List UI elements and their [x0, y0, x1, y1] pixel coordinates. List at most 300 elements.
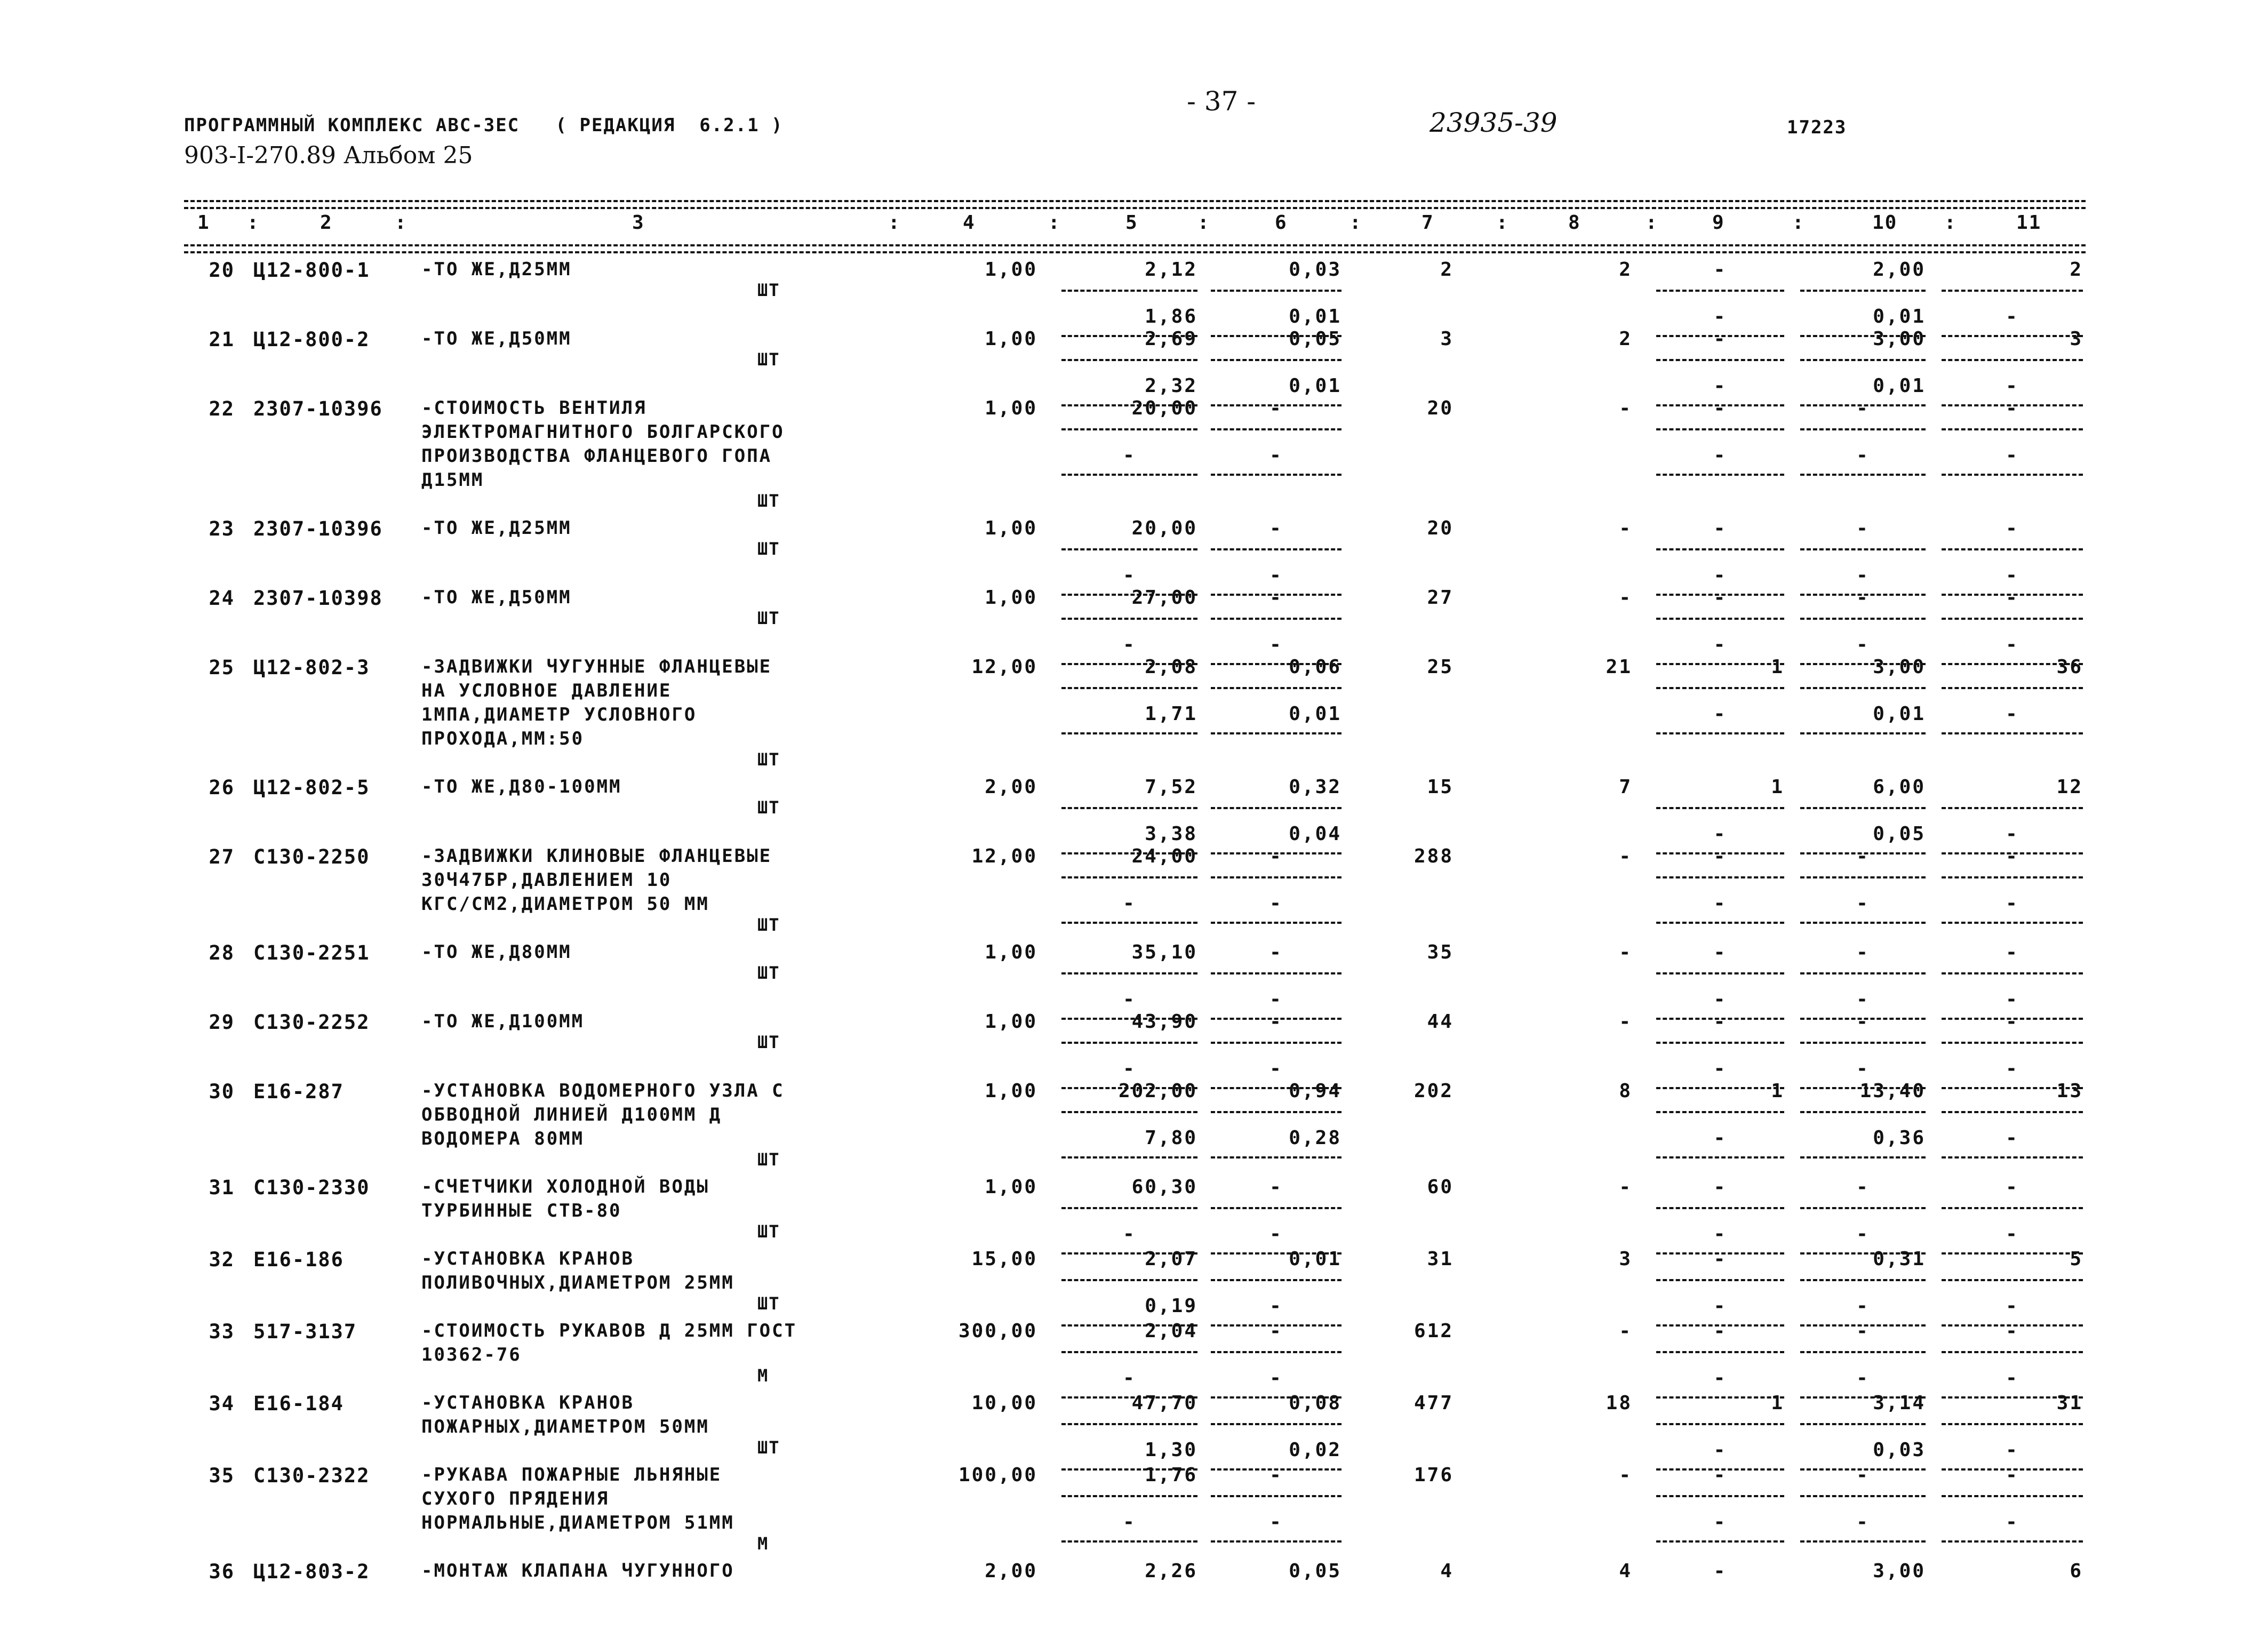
cell-rule-c6 [1211, 1351, 1341, 1353]
cell-col4: 1,00 [985, 1080, 1037, 1102]
program-header: ПРОГРАММНЫЙ КОМПЛЕКС АВС-3ЕС ( РЕДАКЦИЯ 6.2.1 ) [184, 115, 784, 136]
cell-c5: 2,12 [1145, 259, 1197, 281]
cell-c6: 0,08 [1289, 1392, 1341, 1414]
cell-c6: - [1269, 941, 1283, 963]
row-number: 33 [209, 1320, 235, 1343]
row-description: ТУРБИННЫЕ СТВ-80 [421, 1200, 622, 1221]
cell-c6: - [1269, 892, 1283, 914]
cell-rule-c10-lower [1800, 474, 1926, 476]
cell-col7: 288 [1413, 845, 1454, 867]
cell-c10: - [1856, 587, 1870, 609]
cell-c9: 1 [1771, 776, 1784, 798]
cell-rule-c6 [1211, 1279, 1341, 1281]
row-unit: ШТ [757, 349, 780, 370]
row-unit: ШТ [757, 1149, 780, 1170]
row-number: 23 [209, 517, 235, 540]
cell-col8: - [1619, 1320, 1632, 1342]
cell-rule-c6-lower [1211, 732, 1341, 734]
column-header-11: 11 [2016, 212, 2042, 234]
cell-rule-c10-lower [1800, 732, 1926, 734]
row-description: -СЧЕТЧИКИ ХОЛОДНОЙ ВОДЫ [421, 1176, 709, 1197]
row-number: 31 [209, 1176, 235, 1199]
cell-col4: 1,00 [985, 397, 1037, 419]
cell-col4: 2,00 [985, 1560, 1037, 1582]
row-description: ПРОИЗВОДСТВА ФЛАНЦЕВОГО ГОПА [421, 445, 772, 467]
cell-c5: - [1123, 1511, 1136, 1533]
column-separator: : [247, 212, 260, 234]
cell-rule-c6 [1211, 972, 1341, 974]
row-description: -ТО ЖЕ,Д25ММ [421, 259, 572, 280]
column-header-4: 4 [963, 212, 976, 234]
row-unit: ШТ [757, 1293, 780, 1314]
cell-col8: - [1619, 397, 1632, 419]
cell-c9: - [1713, 306, 1727, 327]
column-header-2: 2 [320, 212, 333, 234]
cell-col4: 100,00 [958, 1464, 1037, 1486]
cell-c11: - [2006, 587, 2019, 609]
cell-c6: - [1269, 1320, 1283, 1342]
cell-rule-c5-lower [1061, 1540, 1197, 1543]
cell-c9: - [1713, 1176, 1727, 1198]
cell-col4: 1,00 [985, 1011, 1037, 1033]
row-description: 10362-76 [421, 1344, 522, 1365]
album-title: 903-I-270.89 Альбом 25 [184, 142, 473, 169]
cell-c9: - [1713, 1511, 1727, 1533]
cell-col4: 1,00 [985, 517, 1037, 539]
row-number: 36 [209, 1560, 235, 1583]
row-unit: ШТ [757, 749, 780, 770]
cell-rule-c6 [1211, 1423, 1341, 1425]
cell-col4: 15,00 [971, 1248, 1037, 1270]
cell-c6: - [1269, 1058, 1283, 1080]
cell-rule-c5 [1061, 1207, 1197, 1209]
cell-c11: 13 [2056, 1080, 2083, 1102]
row-number: 20 [209, 259, 235, 282]
cell-rule-c6 [1211, 1042, 1341, 1044]
cell-col7: 202 [1413, 1080, 1454, 1102]
cell-rule-c10 [1800, 428, 1926, 430]
cell-c9: - [1713, 517, 1727, 539]
cell-c9: - [1713, 397, 1727, 419]
cell-c10: 0,01 [1873, 306, 1926, 327]
row-number: 35 [209, 1464, 235, 1487]
cell-c6: 0,01 [1289, 1248, 1341, 1270]
row-unit: ШТ [757, 797, 780, 818]
cell-rule-c6 [1211, 807, 1341, 809]
cell-c11: 3 [2070, 328, 2083, 350]
row-unit: М [757, 1365, 769, 1386]
row-number: 29 [209, 1011, 235, 1034]
cell-c10: - [1856, 634, 1870, 656]
cell-col8: 8 [1619, 1080, 1632, 1102]
cell-c11: - [2006, 1127, 2019, 1149]
cell-rule-c5 [1061, 1042, 1197, 1044]
row-unit: ШТ [757, 539, 780, 559]
cell-rule-c5-lower [1061, 1156, 1197, 1158]
cell-c10: - [1856, 1223, 1870, 1245]
cell-c11: 12 [2056, 776, 2083, 798]
cell-col8: - [1619, 1464, 1632, 1486]
cell-rule-c10-lower [1800, 1540, 1926, 1543]
row-code: 2307-10396 [253, 397, 383, 420]
cell-c11: - [2006, 375, 2019, 397]
cell-rule-c6 [1211, 1207, 1341, 1209]
cell-c9: - [1713, 1248, 1727, 1270]
cell-rule-c10 [1800, 618, 1926, 620]
cell-c6: 0,04 [1289, 823, 1341, 845]
cell-c9: - [1713, 1295, 1727, 1317]
cell-c5: - [1123, 988, 1136, 1010]
cell-rule-c11 [1942, 1351, 2083, 1353]
cell-c5: 2,26 [1145, 1560, 1197, 1582]
cell-col4: 1,00 [985, 328, 1037, 350]
cell-c10: - [1856, 988, 1870, 1010]
cell-rule-c6-lower [1211, 474, 1341, 476]
row-description: -СТОИМОСТЬ РУКАВОВ Д 25ММ ГОСТ [421, 1320, 797, 1341]
document-number: 23935-39 [1430, 107, 1558, 138]
cell-c5: 43,90 [1131, 1011, 1197, 1033]
cell-c5: 2,32 [1145, 375, 1197, 397]
cell-c5: 1,71 [1145, 703, 1197, 725]
cell-c6: 0,03 [1289, 259, 1341, 281]
cell-c11: - [2006, 1439, 2019, 1461]
cell-c6: 0,01 [1289, 306, 1341, 327]
cell-rule-c11 [1942, 1423, 2083, 1425]
cell-c6: 0,28 [1289, 1127, 1341, 1149]
cell-c9: - [1713, 1439, 1727, 1461]
cell-rule-c6 [1211, 428, 1341, 430]
cell-c5: 20,00 [1131, 397, 1197, 419]
cell-c11: - [2006, 634, 2019, 656]
cell-c9: - [1713, 703, 1727, 725]
cell-c11: - [2006, 845, 2019, 867]
cell-c10: 6,00 [1873, 776, 1926, 798]
cell-c11: 5 [2070, 1248, 2083, 1270]
row-description: -УСТАНОВКА КРАНОВ [421, 1248, 634, 1269]
row-description: -ТО ЖЕ,Д80ММ [421, 941, 572, 963]
cell-c9: - [1713, 988, 1727, 1010]
cell-rule-c11 [1942, 1495, 2083, 1497]
row-number: 24 [209, 587, 235, 610]
cell-rule-c11 [1942, 876, 2083, 878]
cell-c10: 0,05 [1873, 823, 1926, 845]
page-number: - 37 - [1187, 86, 1256, 117]
cell-rule-c9 [1656, 1042, 1784, 1044]
row-code: 2307-10396 [253, 517, 383, 540]
cell-c11: - [2006, 703, 2019, 725]
cell-c5: - [1123, 1223, 1136, 1245]
row-unit: ШТ [757, 1437, 780, 1458]
cell-col7: 20 [1427, 397, 1454, 419]
cell-c6: - [1269, 845, 1283, 867]
cell-rule-c10-lower [1800, 1156, 1926, 1158]
cell-c5: 35,10 [1131, 941, 1197, 963]
document-code: 17223 [1787, 117, 1847, 138]
cell-c10: - [1856, 892, 1870, 914]
cell-c10: - [1856, 1176, 1870, 1198]
cell-c5: 7,52 [1145, 776, 1197, 798]
column-separator: : [1792, 212, 1805, 234]
row-number: 28 [209, 941, 235, 964]
cell-rule-c10 [1800, 1423, 1926, 1425]
cell-rule-c11 [1942, 548, 2083, 550]
cell-c11: - [2006, 1367, 2019, 1389]
row-code: Е16-287 [253, 1080, 344, 1103]
cell-rule-c5 [1061, 359, 1197, 361]
cell-c6: - [1269, 1295, 1283, 1317]
header-top-rule [184, 200, 2086, 202]
cell-col7: 60 [1427, 1176, 1454, 1198]
cell-rule-c9 [1656, 876, 1784, 878]
row-number: 21 [209, 328, 235, 351]
row-description: НОРМАЛЬНЫЕ,ДИАМЕТРОМ 51ММ [421, 1512, 734, 1533]
cell-col7: 25 [1427, 656, 1454, 678]
cell-rule-c10 [1800, 1351, 1926, 1353]
row-description: -СТОИМОСТЬ ВЕНТИЛЯ [421, 397, 647, 419]
cell-col7: 31 [1427, 1248, 1454, 1270]
cell-c9: - [1713, 941, 1727, 963]
row-number: 26 [209, 776, 235, 799]
cell-c11: - [2006, 823, 2019, 845]
cell-rule-c5 [1061, 1423, 1197, 1425]
cell-c5: 2,08 [1145, 656, 1197, 678]
cell-rule-c6-lower [1211, 1540, 1341, 1543]
row-description: -УСТАНОВКА ВОДОМЕРНОГО УЗЛА С [421, 1080, 785, 1101]
cell-c9: 1 [1771, 1080, 1784, 1102]
cell-c11: - [2006, 1464, 2019, 1486]
cell-c11: - [2006, 1320, 2019, 1342]
cell-c6: 0,06 [1289, 656, 1341, 678]
cell-col8: 21 [1606, 656, 1632, 678]
column-header-9: 9 [1712, 212, 1725, 234]
row-number: 30 [209, 1080, 235, 1103]
cell-rule-c6 [1211, 618, 1341, 620]
row-number: 25 [209, 656, 235, 679]
cell-rule-c11 [1942, 428, 2083, 430]
cell-c10: - [1856, 941, 1870, 963]
cell-c10: - [1856, 397, 1870, 419]
cell-c11: - [2006, 1223, 2019, 1245]
cell-c11: 36 [2056, 656, 2083, 678]
row-unit: ШТ [757, 1032, 780, 1052]
cell-c5: 3,38 [1145, 823, 1197, 845]
column-header-1: 1 [197, 212, 210, 234]
cell-c10: 3,00 [1873, 656, 1926, 678]
row-number: 34 [209, 1392, 235, 1415]
cell-c9: - [1713, 1464, 1727, 1486]
cell-c5: - [1123, 1058, 1136, 1080]
cell-c10: 0,03 [1873, 1439, 1926, 1461]
cell-col8: 2 [1619, 328, 1632, 350]
cell-c9: - [1713, 892, 1727, 914]
cell-c5: 2,69 [1145, 328, 1197, 350]
row-unit: ШТ [757, 491, 780, 511]
cell-c10: - [1856, 564, 1870, 586]
cell-c6: - [1269, 1511, 1283, 1533]
cell-rule-c10 [1800, 1207, 1926, 1209]
cell-c5: 27,00 [1131, 587, 1197, 609]
header-top-rule-2 [184, 207, 2086, 209]
cell-c10: 2,00 [1873, 259, 1926, 281]
cell-rule-c9 [1656, 359, 1784, 361]
cell-c9: - [1713, 823, 1727, 845]
cell-c6: 0,05 [1289, 1560, 1341, 1582]
cell-c9: - [1713, 375, 1727, 397]
cell-c10: - [1856, 517, 1870, 539]
cell-rule-c5 [1061, 1351, 1197, 1353]
cell-rule-c6 [1211, 290, 1341, 292]
cell-c6: - [1269, 1011, 1283, 1033]
cell-c11: - [2006, 941, 2019, 963]
cell-c9: - [1713, 1560, 1727, 1582]
cell-rule-c11 [1942, 1279, 2083, 1281]
row-description: 1МПА,ДИАМЕТР УСЛОВНОГО [421, 704, 697, 725]
row-description: -ЗАДВИЖКИ КЛИНОВЫЕ ФЛАНЦЕВЫЕ [421, 845, 772, 867]
cell-c9: - [1713, 259, 1727, 281]
cell-c11: - [2006, 517, 2019, 539]
cell-col8: - [1619, 845, 1632, 867]
cell-rule-c9-lower [1656, 1156, 1784, 1158]
cell-rule-c9 [1656, 807, 1784, 809]
cell-c11: - [2006, 1058, 2019, 1080]
cell-c9: - [1713, 1127, 1727, 1149]
cell-c6: - [1269, 587, 1283, 609]
cell-rule-c5 [1061, 807, 1197, 809]
cell-rule-c11 [1942, 290, 2083, 292]
cell-col8: 2 [1619, 259, 1632, 281]
cell-c10: 0,01 [1873, 703, 1926, 725]
cell-c9: 1 [1771, 1392, 1784, 1414]
cell-c11: 2 [2070, 259, 2083, 281]
cell-c10: 3,14 [1873, 1392, 1926, 1414]
row-description: ПОЛИВОЧНЫХ,ДИАМЕТРОМ 25ММ [421, 1272, 734, 1293]
cell-c6: - [1269, 1176, 1283, 1198]
cell-c11: - [2006, 892, 2019, 914]
cell-rule-c11-lower [1942, 1156, 2083, 1158]
cell-c5: - [1123, 444, 1136, 466]
header-bottom-rule [184, 244, 2086, 246]
cell-c9: 1 [1771, 656, 1784, 678]
cell-c6: 0,94 [1289, 1080, 1341, 1102]
cell-c6: 0,32 [1289, 776, 1341, 798]
cell-rule-c5-lower [1061, 922, 1197, 924]
row-number: 32 [209, 1248, 235, 1271]
column-separator: : [1646, 212, 1658, 234]
cell-rule-c9 [1656, 1423, 1784, 1425]
cell-c9: - [1713, 845, 1727, 867]
cell-rule-c11 [1942, 972, 2083, 974]
cell-rule-c5-lower [1061, 732, 1197, 734]
cell-c6: - [1269, 444, 1283, 466]
cell-rule-c10 [1800, 687, 1926, 689]
cell-rule-c9-lower [1656, 922, 1784, 924]
cell-col8: 18 [1606, 1392, 1632, 1414]
column-header-10: 10 [1872, 212, 1898, 234]
cell-col8: 7 [1619, 776, 1632, 798]
row-description: ВОДОМЕРА 80ММ [421, 1128, 585, 1149]
cell-c11: - [2006, 306, 2019, 327]
cell-c11: - [2006, 564, 2019, 586]
cell-rule-c11-lower [1942, 732, 2083, 734]
cell-rule-c11 [1942, 1111, 2083, 1113]
cell-rule-c6 [1211, 359, 1341, 361]
cell-c11: 31 [2056, 1392, 2083, 1414]
cell-rule-c9 [1656, 687, 1784, 689]
column-separator: : [1496, 212, 1509, 234]
row-unit: ШТ [757, 915, 780, 935]
cell-col4: 1,00 [985, 941, 1037, 963]
cell-rule-c10 [1800, 1279, 1926, 1281]
cell-rule-c9 [1656, 972, 1784, 974]
row-code: 2307-10398 [253, 587, 383, 610]
cell-rule-c10 [1800, 972, 1926, 974]
cell-c5: - [1123, 564, 1136, 586]
row-description: -МОНТАЖ КЛАПАНА ЧУГУННОГО [421, 1560, 734, 1581]
cell-col4: 300,00 [958, 1320, 1037, 1342]
cell-rule-c10 [1800, 548, 1926, 550]
cell-col4: 1,00 [985, 1176, 1037, 1198]
column-header-5: 5 [1125, 212, 1138, 234]
cell-rule-c5 [1061, 290, 1197, 292]
cell-rule-c9-lower [1656, 1540, 1784, 1543]
cell-c5: 60,30 [1131, 1176, 1197, 1198]
cell-rule-c11 [1942, 618, 2083, 620]
cell-c11: - [2006, 988, 2019, 1010]
cell-rule-c6 [1211, 1111, 1341, 1113]
row-code: С130-2252 [253, 1011, 370, 1034]
cell-c9: - [1713, 564, 1727, 586]
cell-c5: 2,04 [1145, 1320, 1197, 1342]
column-separator: : [888, 212, 901, 234]
cell-c9: - [1713, 1223, 1727, 1245]
cell-rule-c10 [1800, 1042, 1926, 1044]
row-description: ПРОХОДА,ММ:50 [421, 728, 585, 749]
cell-c10: - [1856, 444, 1870, 466]
cell-rule-c10 [1800, 1111, 1926, 1113]
row-description: -ТО ЖЕ,Д80-100ММ [421, 776, 622, 797]
cell-rule-c10 [1800, 290, 1926, 292]
cell-c9: - [1713, 1011, 1727, 1033]
cell-c5: 202,00 [1118, 1080, 1197, 1102]
cell-c9: - [1713, 1320, 1727, 1342]
cell-c9: - [1713, 587, 1727, 609]
cell-rule-c6-lower [1211, 922, 1341, 924]
cell-rule-c6 [1211, 687, 1341, 689]
cell-c11: - [2006, 444, 2019, 466]
cell-c11: - [2006, 1176, 2019, 1198]
cell-c5: - [1123, 634, 1136, 656]
cell-c6: 0,01 [1289, 375, 1341, 397]
cell-c9: - [1713, 634, 1727, 656]
row-description: КГС/СМ2,ДИАМЕТРОМ 50 ММ [421, 893, 709, 915]
cell-rule-c5 [1061, 687, 1197, 689]
cell-c6: - [1269, 517, 1283, 539]
column-separator: : [395, 212, 408, 234]
cell-col7: 27 [1427, 587, 1454, 609]
cell-col4: 10,00 [971, 1392, 1037, 1414]
header-bottom-rule-2 [184, 251, 2086, 253]
column-header-7: 7 [1422, 212, 1434, 234]
cell-rule-c9 [1656, 290, 1784, 292]
cell-col7: 176 [1413, 1464, 1454, 1486]
cell-c5: 47,70 [1131, 1392, 1197, 1414]
cell-col7: 15 [1427, 776, 1454, 798]
cell-col4: 2,00 [985, 776, 1037, 798]
cell-rule-c5-lower [1061, 474, 1197, 476]
cell-rule-c9-lower [1656, 732, 1784, 734]
cell-rule-c11 [1942, 687, 2083, 689]
cell-col7: 3 [1440, 328, 1454, 350]
